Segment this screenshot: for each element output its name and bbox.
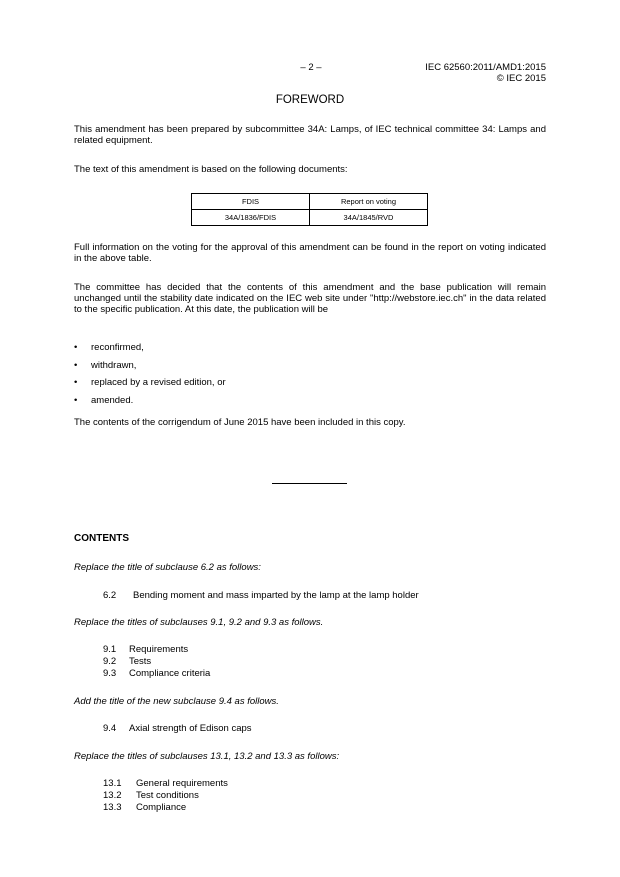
contents-title: CONTENTS — [74, 533, 129, 544]
list-item-text: replaced by a revised edition, or — [91, 377, 226, 388]
subclause-title: Axial strength of Edison caps — [129, 723, 252, 734]
table-row — [192, 210, 428, 226]
subclause-title: Tests — [129, 656, 152, 667]
foreword-paragraph-5: The contents of the corrigendum of June 2015 have been included in this copy. — [74, 417, 406, 428]
subclause-number: 6.2 — [103, 590, 117, 601]
table-header-fdis: FDIS — [192, 194, 310, 210]
bullet-icon: • — [74, 342, 78, 353]
document-reference — [425, 62, 546, 84]
list-item — [74, 395, 133, 406]
list-item-text: amended. — [91, 395, 134, 406]
document-id: IEC 62560:2011/AMD1:2015 — [425, 62, 546, 73]
list-item — [103, 644, 188, 656]
instruction-13-x: Replace the titles of subclauses 13.1, 13.2 and 13.3 as follows: — [74, 751, 340, 762]
subclause-number: 9.3 — [103, 668, 117, 679]
table-cell-fdis: 34A/1836/FDIS — [192, 210, 310, 226]
foreword-paragraph-4: The committee has decided that the contents of this amendment and the base publication will remain unchanged until the stability date indicated on the IEC web site under "http://webstore.iec.ch" in the data related to the specific publication. At this date, the publication will be — [74, 282, 546, 315]
list-item — [74, 342, 144, 353]
foreword-paragraph-3: Full information on the voting for the approval of this amendment can be found in the report on voting indicated in the above table. — [74, 242, 546, 264]
instruction-9-x: Replace the titles of subclauses 9.1, 9.2 and 9.3 as follows. — [74, 617, 324, 628]
subclause-number: 13.3 — [103, 802, 122, 813]
subclause-number: 9.2 — [103, 656, 117, 667]
foreword-title: FOREWORD — [275, 94, 345, 106]
list-item — [103, 802, 186, 814]
bullet-icon: • — [74, 360, 78, 371]
bullet-icon: • — [74, 395, 78, 406]
table-cell-rvd: 34A/1845/RVD — [310, 210, 428, 226]
list-item — [103, 723, 252, 735]
bullet-icon: • — [74, 377, 78, 388]
list-item-text: withdrawn, — [91, 360, 137, 371]
list-item — [74, 377, 226, 388]
subclause-number: 13.1 — [103, 778, 122, 789]
subclause-title: Test conditions — [136, 790, 199, 801]
list-item-text: reconfirmed, — [91, 342, 144, 353]
table-header-report: Report on voting — [310, 194, 428, 210]
list-item — [103, 790, 199, 802]
subclause-number: 13.2 — [103, 790, 122, 801]
foreword-paragraph-2: The text of this amendment is based on the following documents: — [74, 164, 348, 175]
subclause-title: Compliance — [136, 802, 187, 813]
list-item — [74, 360, 136, 371]
list-item — [103, 590, 419, 601]
subclause-title: Requirements — [129, 644, 189, 655]
list-item — [103, 778, 228, 790]
table-header-row — [192, 194, 428, 210]
copyright-notice: © IEC 2015 — [496, 73, 546, 84]
page-number: – 2 – — [300, 62, 322, 73]
instruction-6-2: Replace the title of subclause 6.2 as follows: — [74, 562, 261, 573]
section-divider — [272, 483, 347, 484]
subclause-number: 9.1 — [103, 644, 117, 655]
list-item — [103, 668, 210, 680]
instruction-9-4: Add the title of the new subclause 9.4 as follows. — [74, 696, 279, 707]
subclause-title: Bending moment and mass imparted by the lamp at the lamp holder — [133, 590, 419, 601]
list-item — [103, 656, 151, 668]
subclause-title: Compliance criteria — [129, 668, 211, 679]
foreword-paragraph-1: This amendment has been prepared by subcommittee 34A: Lamps, of IEC technical committee 34: Lamps and related equipment. — [74, 124, 546, 146]
voting-documents-table — [191, 193, 428, 226]
subclause-title: General requirements — [136, 778, 228, 789]
subclause-number: 9.4 — [103, 723, 117, 734]
